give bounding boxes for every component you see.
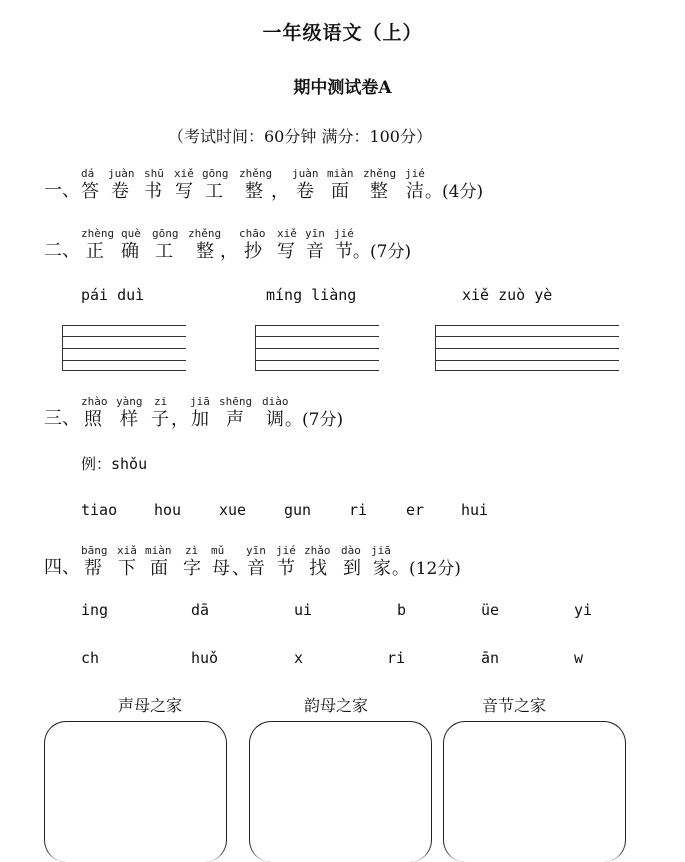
pinyin: diào: [262, 395, 289, 408]
pinyin: juàn: [292, 167, 319, 180]
answer-box-syllables[interactable]: [443, 721, 626, 862]
example-label: 例：shǒu: [81, 455, 148, 473]
pinyin: dá: [81, 167, 95, 180]
hanzi: 面: [150, 558, 168, 579]
writing-grid-1[interactable]: [62, 325, 186, 371]
letter-item: ri: [387, 649, 406, 667]
hanzi: 字: [183, 558, 201, 579]
score-note: 。(4分): [425, 182, 484, 202]
hanzi: 写: [277, 241, 295, 262]
pinyin: zhěng: [188, 227, 222, 240]
hanzi: 子: [151, 409, 169, 430]
letter-item: dā: [191, 601, 210, 619]
pinyin: xiě: [277, 227, 297, 240]
hanzi: 下: [118, 558, 136, 579]
hanzi: 加: [191, 409, 209, 430]
question-1-number: 一、: [44, 180, 80, 201]
pinyin: zhào: [81, 395, 108, 408]
syllable: gun: [284, 501, 312, 519]
hanzi: 写: [175, 181, 193, 202]
letter-item: yi: [574, 601, 593, 619]
hanzi: 到: [343, 558, 361, 579]
hanzi: 整: [370, 181, 388, 202]
hanzi: 样: [120, 409, 138, 430]
pinyin-word-2: míng liàng: [266, 286, 357, 304]
writing-grid-3[interactable]: [435, 325, 619, 371]
pinyin: zi: [154, 395, 168, 408]
pinyin: juàn: [108, 167, 135, 180]
hanzi: 整: [196, 241, 214, 262]
syllable: xue: [219, 501, 247, 519]
document-subtitle: 期中测试卷A: [293, 78, 392, 98]
comma: ，: [171, 409, 189, 430]
pinyin: què: [121, 227, 141, 240]
pinyin: jiā: [190, 395, 210, 408]
pinyin: dào: [341, 544, 361, 557]
document-title: 一年级语文（上）: [262, 22, 423, 44]
letter-item: ch: [81, 649, 100, 667]
hanzi: 音: [247, 558, 265, 579]
home-label-syllables: 音节之家: [482, 696, 547, 715]
question-2-number: 二、: [44, 240, 80, 261]
pinyin: jié: [276, 544, 296, 557]
hanzi: 抄: [244, 241, 262, 262]
letter-item: ing: [81, 601, 109, 619]
hanzi: 照: [84, 409, 102, 430]
comma: ，: [220, 241, 238, 262]
pinyin: xiě: [174, 167, 194, 180]
comma: ，: [271, 181, 289, 202]
hanzi: 帮: [84, 558, 102, 579]
pinyin: zhǎo: [304, 544, 331, 557]
letter-item: huǒ: [191, 649, 219, 667]
pinyin-word-3: xiě zuò yè: [462, 286, 553, 304]
score-note: 。(7分): [353, 242, 412, 262]
exam-info: （考试时间：60分钟 满分：100分）: [168, 127, 432, 146]
pinyin: chāo: [239, 227, 266, 240]
hanzi: 正: [86, 241, 104, 262]
hanzi: 家: [373, 558, 391, 579]
answer-box-initials[interactable]: [44, 721, 227, 862]
pinyin: mǔ: [211, 544, 225, 557]
writing-grid-2[interactable]: [255, 325, 379, 371]
pinyin-word-1: pái duì: [81, 286, 145, 304]
separator: 、: [232, 558, 250, 579]
syllable: ri: [349, 501, 368, 519]
hanzi: 确: [121, 241, 139, 262]
pinyin: shēng: [219, 395, 253, 408]
hanzi: 音: [306, 241, 324, 262]
hanzi: 工: [205, 181, 223, 202]
home-label-finals: 韵母之家: [304, 696, 369, 715]
letter-item: x: [294, 649, 304, 667]
question-4-number: 四、: [44, 557, 80, 578]
question-3-number: 三、: [44, 408, 80, 429]
pinyin: zhěng: [239, 167, 273, 180]
syllable: tiao: [81, 501, 118, 519]
hanzi: 找: [309, 558, 327, 579]
syllable: hui: [461, 501, 489, 519]
hanzi: 调: [266, 409, 284, 430]
letter-item: b: [397, 601, 407, 619]
pinyin: gōng: [152, 227, 179, 240]
home-label-initials: 声母之家: [118, 696, 183, 715]
pinyin: xiǎ: [117, 544, 137, 557]
hanzi: 洁: [406, 181, 424, 202]
pinyin: yīn: [246, 544, 266, 557]
hanzi: 答: [81, 181, 99, 202]
hanzi: 节: [335, 241, 353, 262]
letter-item: w: [574, 649, 584, 667]
hanzi: 声: [226, 409, 244, 430]
pinyin: bāng: [81, 544, 108, 557]
letter-item: üe: [481, 601, 500, 619]
hanzi: 卷: [111, 181, 129, 202]
pinyin: jiā: [371, 544, 391, 557]
pinyin: zhèng: [81, 227, 115, 240]
pinyin: zì: [185, 544, 199, 557]
score-note: 。(12分): [392, 559, 461, 579]
letter-item: ān: [481, 649, 500, 667]
pinyin: zhěng: [363, 167, 397, 180]
pinyin: yàng: [116, 395, 143, 408]
hanzi: 书: [144, 181, 162, 202]
hanzi: 节: [277, 558, 295, 579]
hanzi: 整: [245, 181, 263, 202]
pinyin: jié: [405, 167, 425, 180]
hanzi: 卷: [296, 181, 314, 202]
pinyin: yīn: [305, 227, 325, 240]
pinyin: miàn: [327, 167, 354, 180]
hanzi: 母: [212, 558, 230, 579]
hanzi: 工: [155, 241, 173, 262]
hanzi: 面: [331, 181, 349, 202]
pinyin: miàn: [145, 544, 172, 557]
pinyin: shū: [144, 167, 164, 180]
letter-item: ui: [294, 601, 313, 619]
syllable: er: [406, 501, 425, 519]
score-note: 。(7分): [285, 410, 344, 430]
pinyin: jié: [334, 227, 354, 240]
answer-box-finals[interactable]: [249, 721, 432, 862]
syllable: hou: [154, 501, 182, 519]
pinyin: gōng: [202, 167, 229, 180]
